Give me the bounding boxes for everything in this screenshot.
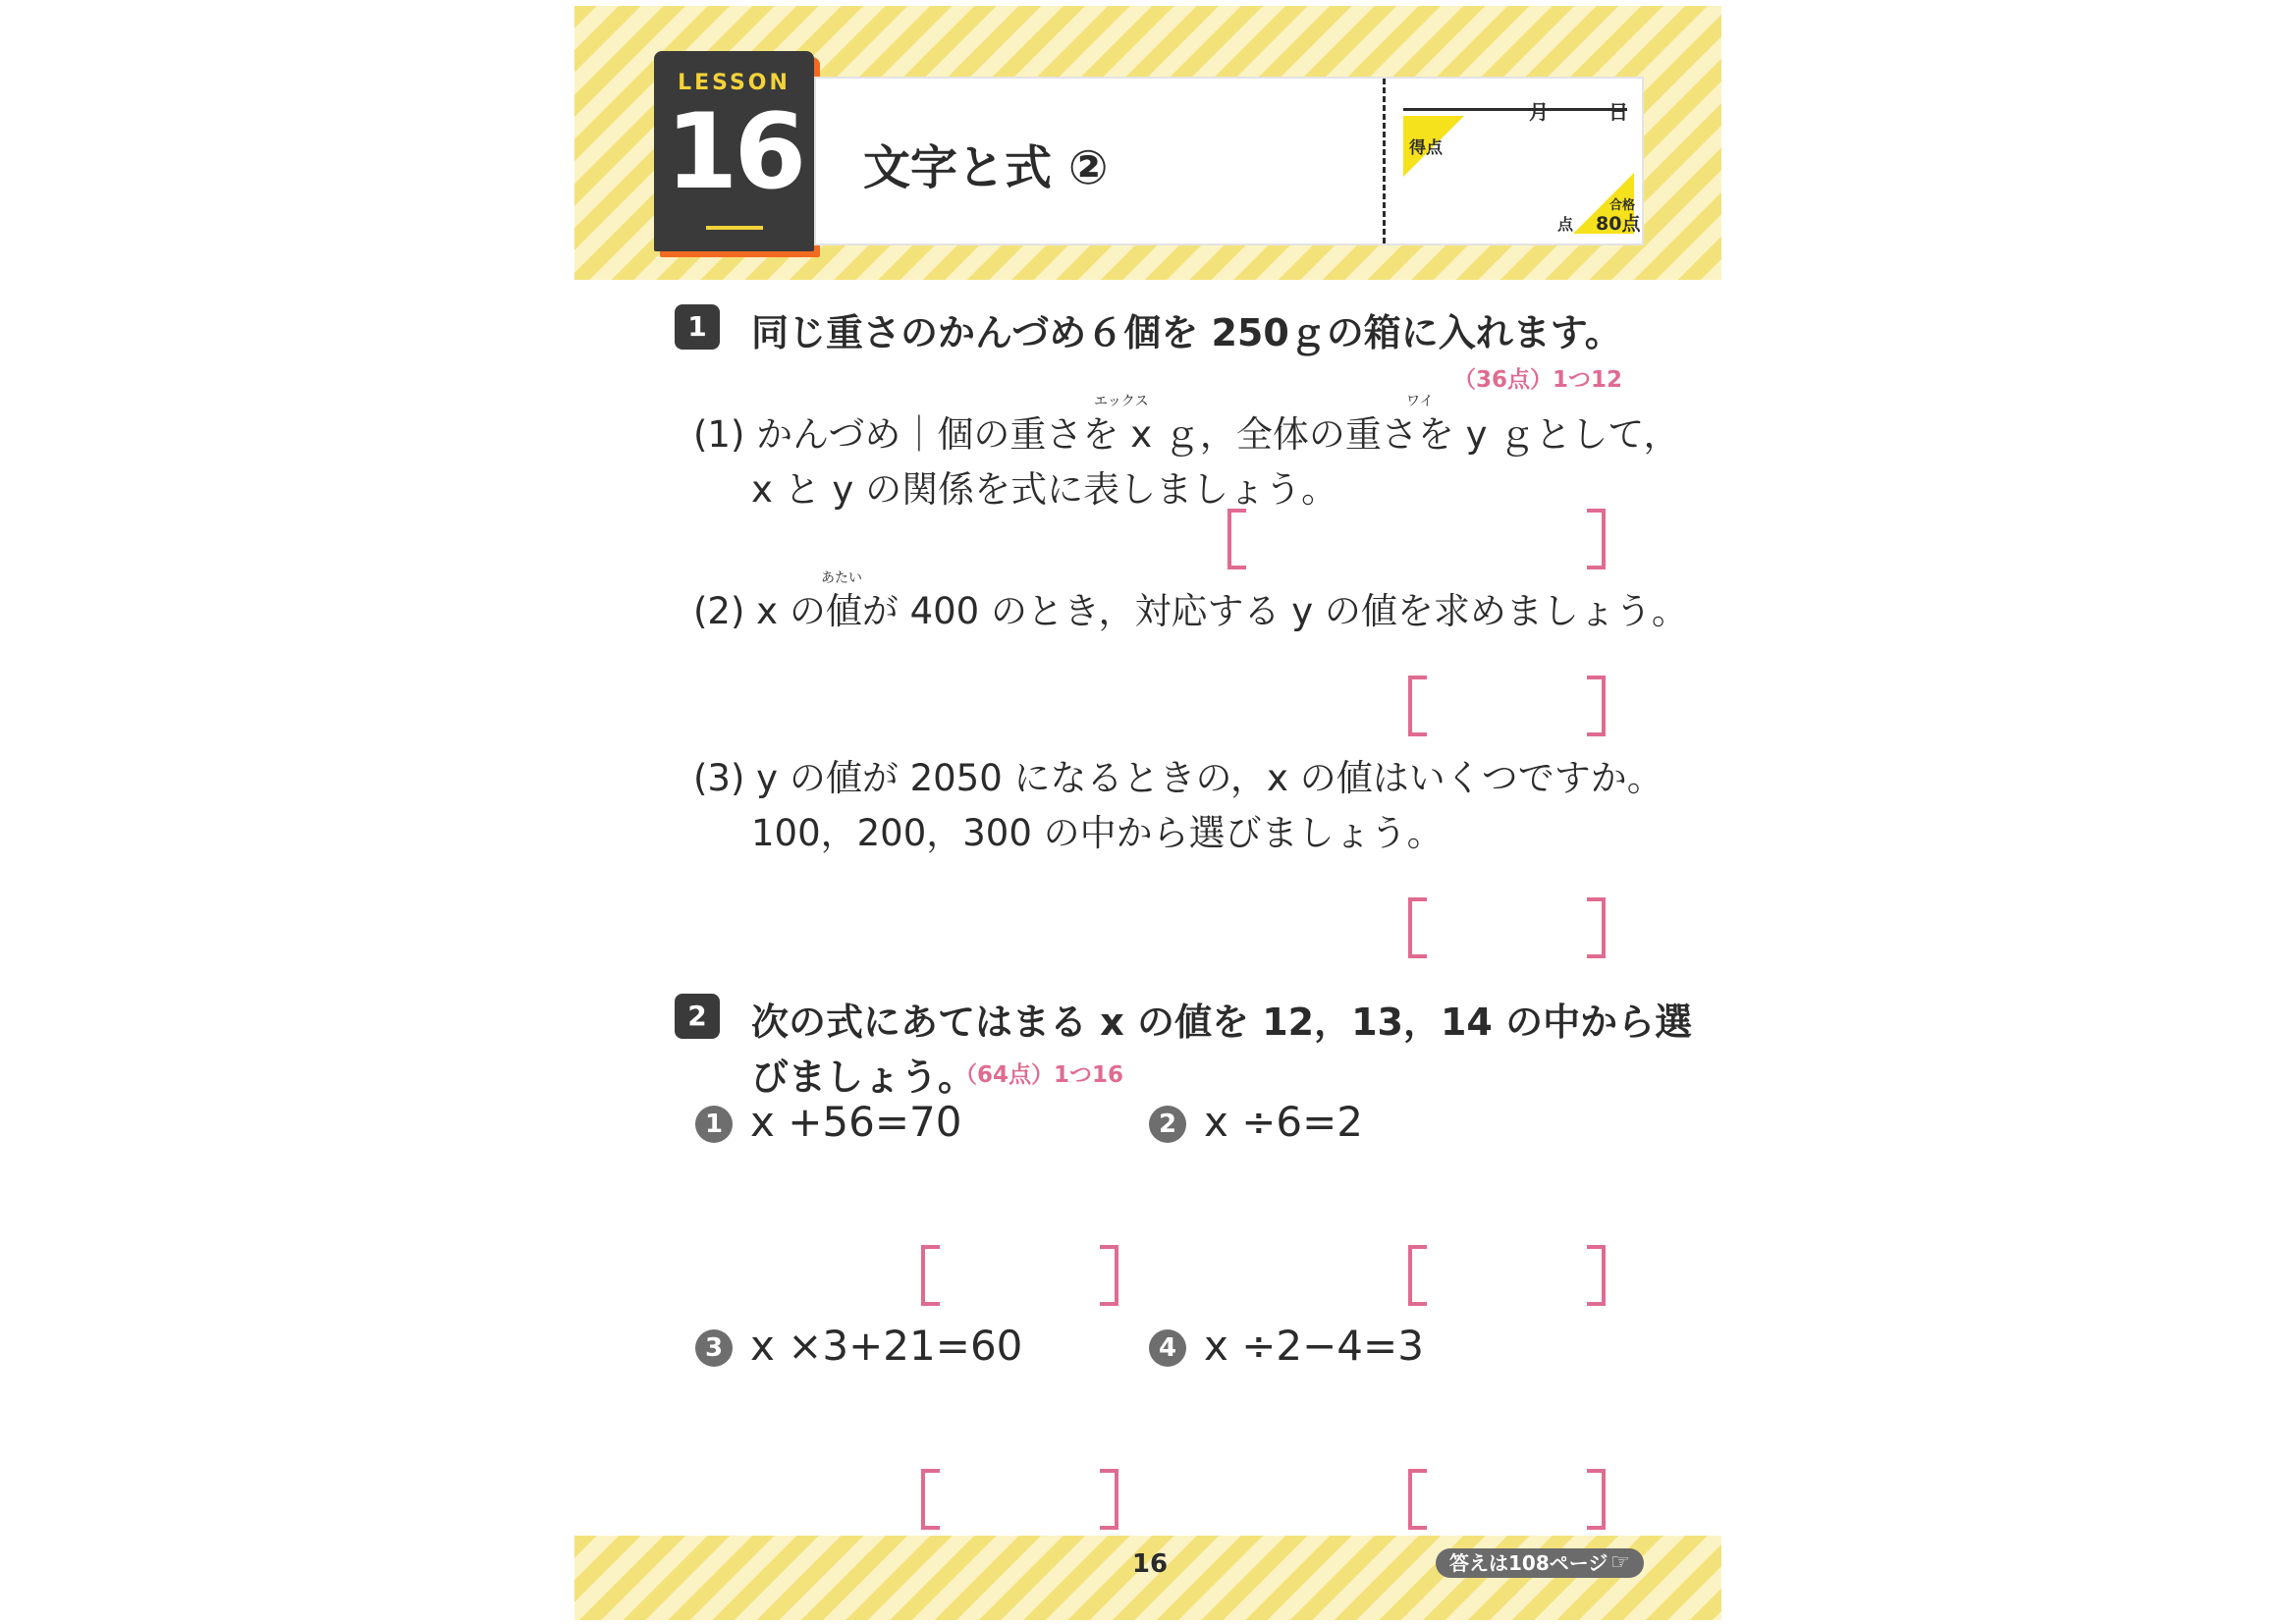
item-number-3: 3 [695,1329,733,1367]
lesson-underline [706,226,763,230]
answer-bracket-open [1408,897,1427,958]
day-label: 日 [1608,100,1628,124]
lesson-word: LESSON [678,71,791,95]
answer-bracket-close [1587,897,1606,958]
q1-sub2-line1: (2) x の値が 400 のとき，対応する y の値を求めましょう。 [693,590,1688,632]
pass-score: 80点 [1596,213,1641,235]
question-2-text-line2: びましょう。 [751,1056,976,1099]
answer-bracket-open [921,1245,940,1306]
answer-bracket-open [1227,509,1246,569]
question-2-score-note: （64点）1つ16 [954,1062,1124,1088]
page-number: 16 [1131,1549,1169,1579]
answer-reference-label: 答えは108ページ [1449,1551,1608,1575]
question-1-text: 同じ重さのかんづめ６個を 250ｇの箱に入れます。 [751,311,1622,354]
answer-bracket-close [1100,1469,1118,1530]
q1-sub3-line1: (3) y の値が 2050 になるときの，x の値はいくつですか。 [693,757,1663,799]
equation-1: x +56=70 [750,1098,962,1146]
month-label: 月 [1529,100,1549,124]
title-box [814,77,1644,245]
answer-bracket-open [1408,1469,1427,1530]
page-title: 文字と式 ② [863,140,1109,195]
ruby-x: エックス [1094,394,1149,409]
date-line [1403,108,1627,111]
answer-bracket-close [1587,1245,1606,1306]
answer-bracket-close [1100,1245,1118,1306]
equation-3: x ×3+21=60 [750,1322,1023,1370]
q1-sub1-line2: x と y の関係を式に表しましょう。 [751,468,1338,511]
q1-sub1-line1: (1) かんづめ｜個の重さを x ｇ，全体の重さを y ｇとして， [693,413,1680,456]
question-2-badge: 2 [675,994,720,1039]
answer-bracket-close [1587,676,1606,736]
question-1-badge: 1 [675,304,720,350]
item-number-2: 2 [1149,1106,1186,1143]
lesson-badge [654,51,814,251]
ruby-atai: あたい [821,570,862,586]
point-label: 点 [1557,215,1574,234]
lesson-number: 16 [665,91,803,212]
item-number-4: 4 [1149,1329,1186,1367]
item-number-1: 1 [695,1106,733,1143]
equation-4: x ÷2−4=3 [1204,1322,1424,1370]
answer-bracket-close [1587,509,1606,569]
pointing-hand-icon: ☞ [1610,1550,1630,1575]
score-label: 得点 [1409,138,1443,158]
answer-bracket-open [1408,1245,1427,1306]
ruby-y: ワイ [1406,394,1434,409]
pass-label: 合格 [1609,198,1636,213]
question-1-score-note: （36点）1つ12 [1453,367,1623,393]
answer-bracket-open [1408,676,1427,736]
answer-bracket-close [1587,1469,1606,1530]
q1-sub3-line2: 100，200，300 の中から選びましょう。 [751,812,1444,854]
question-2-text-line1: 次の式にあてはまる x の値を 12，13，14 の中から選 [751,1001,1693,1044]
equation-2: x ÷6=2 [1204,1098,1364,1146]
answer-bracket-open [921,1469,940,1530]
dashed-divider [1383,79,1386,244]
